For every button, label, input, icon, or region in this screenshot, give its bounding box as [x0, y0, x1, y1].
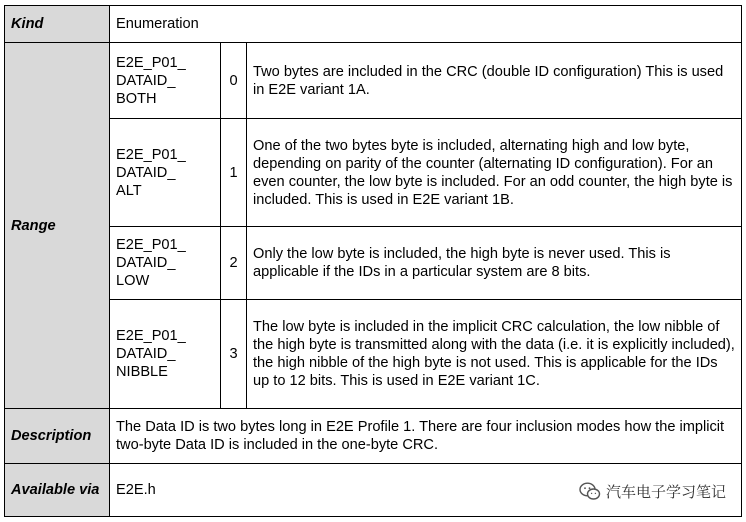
spec-table [4, 5, 742, 517]
range-row-nibble [5, 300, 742, 409]
range-row-both [5, 43, 742, 119]
watermark-text: 汽车电子学习笔记 [605, 484, 726, 501]
enum-value: 1 [221, 119, 247, 227]
kind-value: Enumeration [110, 6, 742, 43]
enum-description: Only the low byte is included, the high byte is never used. This is applicable if the IDs in a particular system are 8 bits. [247, 227, 742, 300]
range-label: Range [5, 43, 110, 409]
watermark [579, 481, 726, 502]
description-row [5, 409, 742, 464]
kind-label: Kind [5, 6, 110, 43]
enum-value: 0 [221, 43, 247, 119]
enum-description: One of the two bytes byte is included, alternating high and low byte, depending on parity of the counter (alternating ID configuration). For an even counter, the low byte is included. For an odd counter, the high byte is included. This is used in E2E variant 1B. [247, 119, 742, 227]
enum-description: Two bytes are included in the CRC (double ID configuration) This is used in E2E variant 1A. [247, 43, 742, 119]
range-row-low [5, 227, 742, 300]
description-value: The Data ID is two bytes long in E2E Profile 1. There are four inclusion modes how the implicit two-byte Data ID is included in the one-byte CRC. [110, 409, 742, 464]
kind-row [5, 6, 742, 43]
enum-name: E2E_P01_ DATAID_ BOTH [110, 43, 221, 119]
description-label: Description [5, 409, 110, 464]
enum-value: 3 [221, 300, 247, 409]
available-via-value: E2E.h [110, 464, 742, 517]
available-via-label: Available via [5, 464, 110, 517]
range-row-alt [5, 119, 742, 227]
enum-name: E2E_P01_ DATAID_ NIBBLE [110, 300, 221, 409]
enum-name: E2E_P01_ DATAID_ ALT [110, 119, 221, 227]
enum-description: The low byte is included in the implicit CRC calculation, the low nibble of the high byte is transmitted along with the data (i.e. it is explicitly included), the high nibble of the high byte is not used. This is applicable for the IDs up to 12 bits. This is used in E2E variant 1C. [247, 300, 742, 409]
enum-name: E2E_P01_ DATAID_ LOW [110, 227, 221, 300]
wechat-icon [579, 482, 601, 501]
enum-value: 2 [221, 227, 247, 300]
